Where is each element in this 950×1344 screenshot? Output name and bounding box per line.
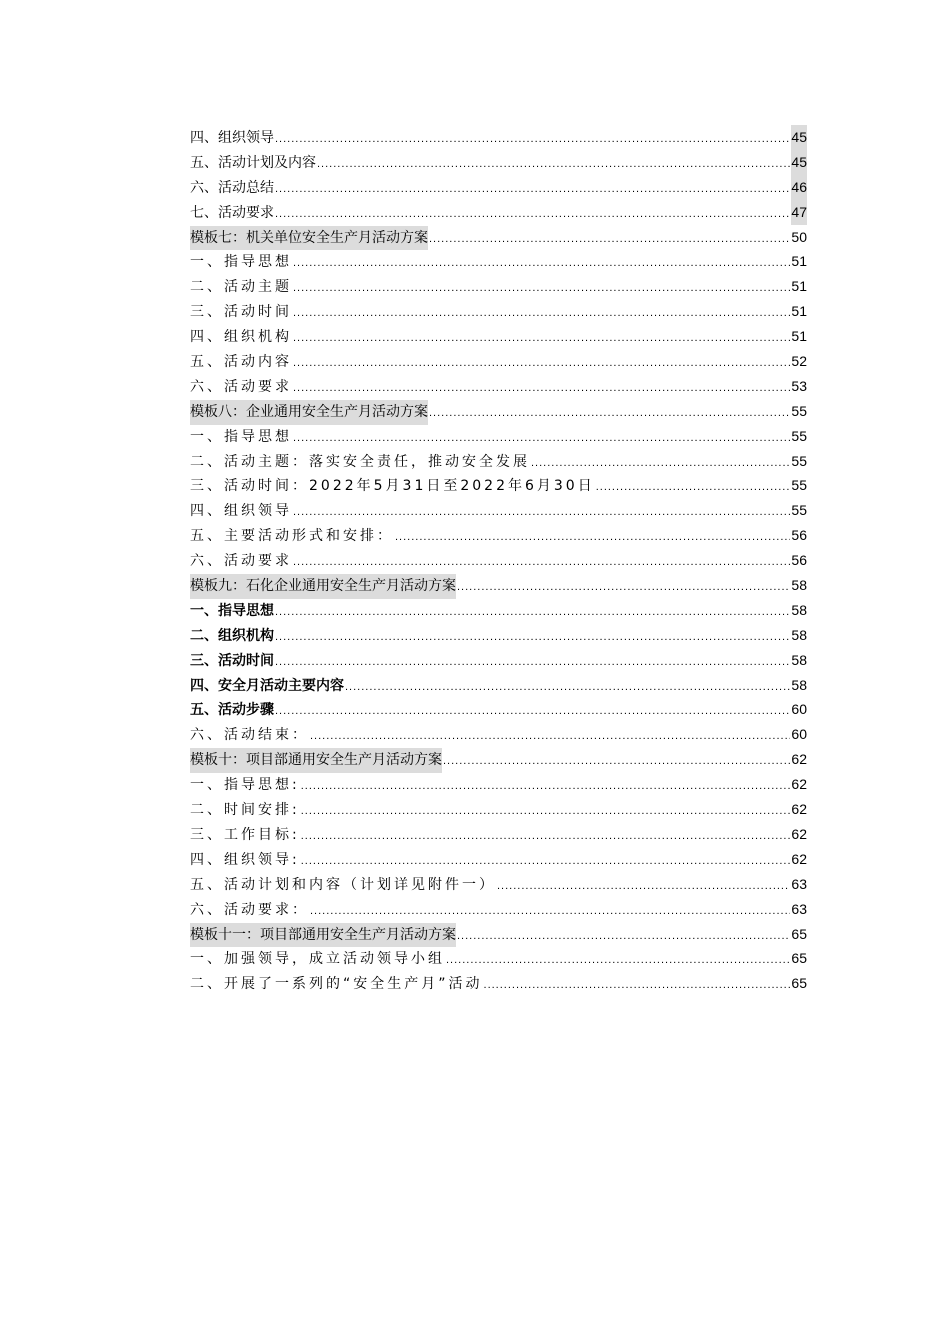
toc-entry-title: 二、时间安排:: [190, 802, 300, 819]
toc-entry-title: 二、开展了一系列的“安全生产月”活动: [190, 976, 483, 993]
toc-section-heading[interactable]: [190, 573, 807, 598]
dot-leader: [293, 251, 790, 276]
dot-leader: [293, 500, 790, 525]
dot-leader: [275, 202, 790, 227]
toc-entry[interactable]: [190, 175, 807, 200]
toc-entry[interactable]: [190, 797, 807, 822]
toc-entry[interactable]: [190, 822, 807, 847]
toc-section-heading[interactable]: [190, 922, 807, 947]
toc-page-number: 46: [791, 175, 807, 200]
toc-section-heading[interactable]: [190, 225, 807, 250]
toc-page-number: 55: [791, 402, 807, 419]
toc-entry[interactable]: [190, 623, 807, 648]
toc-entry-title: 三、工作目标:: [190, 826, 300, 843]
toc-section-heading[interactable]: [190, 399, 807, 424]
toc-page-number: 55: [791, 477, 807, 494]
toc-page-number: 60: [791, 726, 807, 743]
toc-entry[interactable]: [190, 722, 807, 747]
toc-entry[interactable]: [190, 697, 807, 722]
dot-leader: [293, 326, 790, 351]
toc-entry-title: 七、活动要求: [190, 204, 274, 221]
toc-page-number: 55: [791, 427, 807, 444]
dot-leader: [310, 724, 790, 749]
toc-entry-title: 四、组织机构: [190, 329, 292, 346]
toc-entry[interactable]: [190, 449, 807, 474]
toc-page-number: 45: [791, 125, 807, 150]
dot-leader: [310, 899, 790, 924]
toc-entry[interactable]: [190, 150, 807, 175]
dot-leader: [429, 401, 790, 426]
toc-page-number: 58: [791, 601, 807, 618]
dot-leader: [596, 475, 791, 500]
toc-entry[interactable]: [190, 324, 807, 349]
toc-page-number: 58: [791, 626, 807, 643]
toc-page-number: 55: [791, 502, 807, 519]
toc-entry[interactable]: [190, 473, 807, 498]
toc-entry-title: 六、活动要求：: [190, 901, 309, 918]
toc-entry-title: 模板七：机关单位安全生产月活动方案: [190, 226, 428, 251]
toc-entry[interactable]: [190, 772, 807, 797]
toc-entry-title: 模板十一：项目部通用安全生产月活动方案: [190, 923, 456, 948]
dot-leader: [293, 301, 790, 326]
toc-entry[interactable]: [190, 349, 807, 374]
toc-entry-title: 四、组织领导: [190, 503, 292, 520]
toc-entry-title: 模板十：项目部通用安全生产月活动方案: [190, 748, 442, 773]
toc-entry-title: 一、指导思想: [190, 254, 292, 271]
table-of-contents: [190, 125, 807, 996]
toc-entry[interactable]: [190, 872, 807, 897]
toc-page-number: 62: [791, 825, 807, 842]
toc-entry-title: 四、安全月活动主要内容: [190, 677, 344, 694]
toc-entry-title: 五、主要活动形式和安排：: [190, 528, 394, 545]
toc-entry[interactable]: [190, 847, 807, 872]
toc-entry-title: 五、活动计划及内容: [190, 154, 316, 171]
toc-entry[interactable]: [190, 274, 807, 299]
toc-page-number: 51: [791, 328, 807, 345]
toc-entry[interactable]: [190, 125, 807, 150]
toc-entry-title: 二、活动主题: [190, 279, 292, 296]
dot-leader: [275, 699, 790, 724]
toc-entry-title: 五、活动步骤: [190, 702, 274, 719]
toc-entry[interactable]: [190, 548, 807, 573]
toc-page-number: 45: [791, 150, 807, 175]
dot-leader: [446, 948, 790, 973]
toc-entry[interactable]: [190, 897, 807, 922]
toc-page-number: 56: [791, 552, 807, 569]
toc-entry-title: 三、活动时间：2022年5月31日至2022年6月30日: [190, 478, 595, 495]
toc-entry-title: 一、指导思想: [190, 428, 292, 445]
dot-leader: [301, 774, 791, 799]
toc-entry-title: 六、活动要求: [190, 553, 292, 570]
dot-leader: [457, 575, 790, 600]
dot-leader: [301, 799, 791, 824]
dot-leader: [275, 650, 790, 675]
dot-leader: [275, 625, 790, 650]
toc-entry-title: 六、活动要求: [190, 378, 292, 395]
toc-entry[interactable]: [190, 648, 807, 673]
toc-entry[interactable]: [190, 498, 807, 523]
dot-leader: [497, 874, 790, 899]
toc-page-number: 63: [791, 875, 807, 892]
toc-entry-title: 模板九：石化企业通用安全生产月活动方案: [190, 574, 456, 599]
toc-page-number: 62: [791, 850, 807, 867]
toc-page-number: 65: [791, 950, 807, 967]
toc-page-number: 55: [791, 452, 807, 469]
toc-page-number: 65: [791, 925, 807, 942]
dot-leader: [293, 376, 790, 401]
toc-entry[interactable]: [190, 424, 807, 449]
toc-entry[interactable]: [190, 200, 807, 225]
dot-leader: [275, 127, 790, 152]
toc-entry[interactable]: [190, 374, 807, 399]
toc-page-number: 47: [791, 200, 807, 225]
toc-page-number: 51: [791, 278, 807, 295]
dot-leader: [293, 426, 790, 451]
dot-leader: [275, 177, 790, 202]
dot-leader: [317, 152, 790, 177]
toc-page-number: 62: [791, 751, 807, 768]
toc-entry-title: 五、活动内容: [190, 354, 292, 371]
toc-entry[interactable]: [190, 523, 807, 548]
toc-page-number: 58: [791, 651, 807, 668]
toc-page-number: 51: [791, 303, 807, 320]
dot-leader: [275, 600, 790, 625]
toc-entry-title: 三、活动时间: [190, 652, 274, 669]
toc-page-number: 62: [791, 801, 807, 818]
dot-leader: [531, 451, 790, 476]
toc-page-number: 53: [791, 377, 807, 394]
toc-page-number: 60: [791, 701, 807, 718]
toc-entry[interactable]: [190, 673, 807, 698]
toc-entry[interactable]: [190, 946, 807, 971]
toc-entry[interactable]: [190, 299, 807, 324]
dot-leader: [293, 351, 790, 376]
toc-page-number: 50: [791, 228, 807, 245]
dot-leader: [484, 973, 791, 998]
toc-page-number: 58: [791, 676, 807, 693]
toc-entry-title: 三、活动时间: [190, 304, 292, 321]
toc-entry-title: 五、活动计划和内容（计划详见附件一）: [190, 876, 496, 893]
dot-leader: [443, 749, 790, 774]
toc-page-number: 56: [791, 527, 807, 544]
toc-section-heading[interactable]: [190, 747, 807, 772]
toc-page-number: 62: [791, 776, 807, 793]
toc-page-number: 63: [791, 900, 807, 917]
toc-entry-title: 六、活动结束：: [190, 727, 309, 744]
dot-leader: [345, 675, 790, 700]
toc-entry-title: 一、加强领导，成立活动领导小组: [190, 951, 445, 968]
dot-leader: [457, 924, 790, 949]
toc-entry-title: 二、活动主题：落实安全责任，推动安全发展: [190, 453, 530, 470]
dot-leader: [293, 550, 790, 575]
toc-entry[interactable]: [190, 598, 807, 623]
toc-entry-title: 一、指导思想: [190, 602, 274, 619]
toc-page-number: 58: [791, 577, 807, 594]
dot-leader: [301, 824, 791, 849]
toc-entry-title: 六、活动总结: [190, 179, 274, 196]
dot-leader: [301, 849, 791, 874]
toc-page-number: 52: [791, 353, 807, 370]
toc-page-number: 51: [791, 253, 807, 270]
toc-entry-title: 二、组织机构: [190, 627, 274, 644]
toc-entry-title: 模板八：企业通用安全生产月活动方案: [190, 400, 428, 425]
toc-entry[interactable]: [190, 249, 807, 274]
toc-entry-title: 四、组织领导:: [190, 851, 300, 868]
dot-leader: [429, 227, 790, 252]
toc-entry-title: 四、组织领导: [190, 130, 274, 146]
toc-entry[interactable]: [190, 971, 807, 996]
toc-page-number: 65: [791, 975, 807, 992]
dot-leader: [293, 276, 790, 301]
dot-leader: [395, 525, 790, 550]
toc-entry-title: 一、指导思想:: [190, 777, 300, 794]
